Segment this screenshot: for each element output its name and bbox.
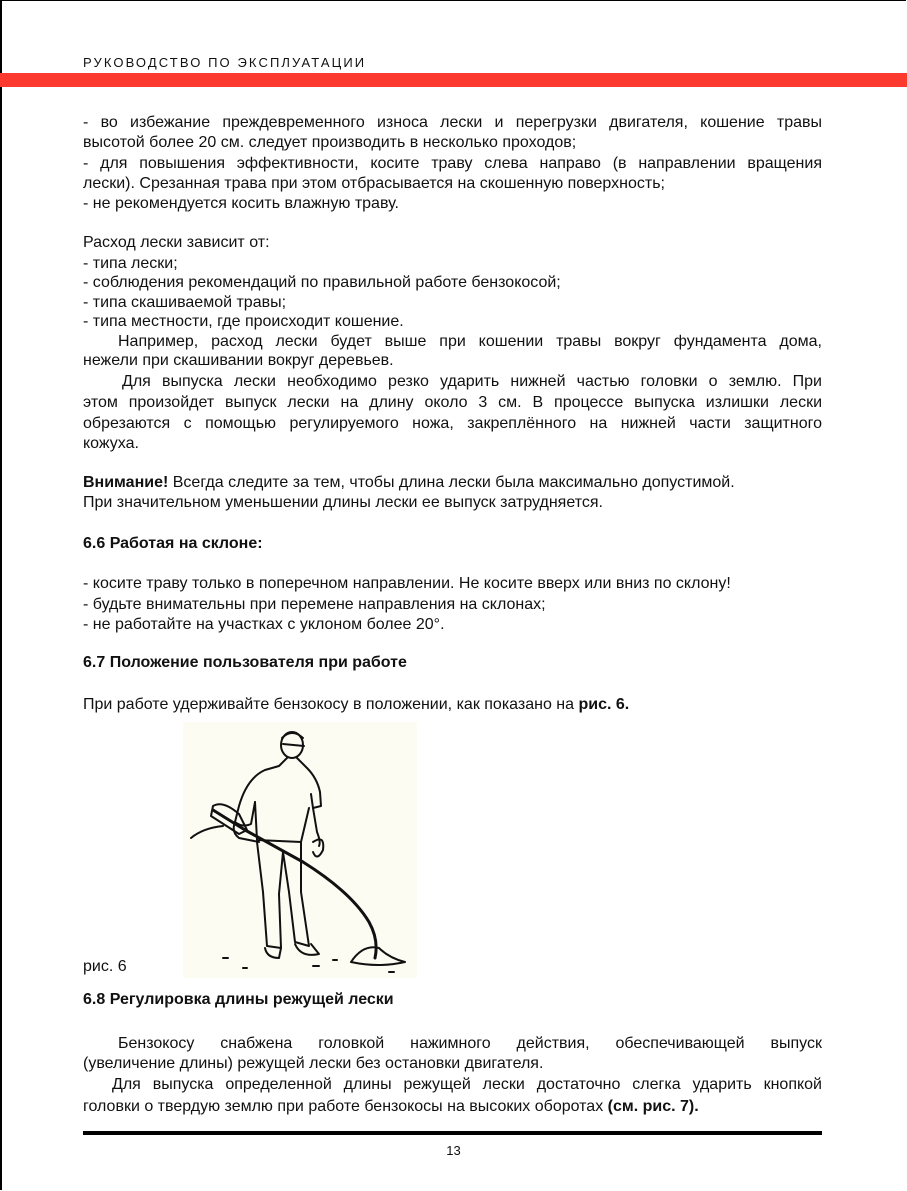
figure-reference: (см. рис. 7). — [607, 1098, 699, 1115]
warning-text: Всегда следите за тем, чтобы длина лески была максимально допустимой. — [168, 474, 735, 491]
section-heading: 6.7 Положение пользователя при работе — [83, 654, 407, 671]
header-accent-bar — [0, 73, 907, 87]
text-line — [83, 1097, 822, 1117]
warning-label: Внимание! — [83, 474, 169, 491]
text-line: кожуха. — [83, 435, 139, 452]
list-item: - косите траву только в поперечном направлении. Не косите вверх или вниз по склону! — [83, 575, 731, 592]
text-line: Для выпуска определенной длины режущей лески достаточно слегка ударить кнопкой — [112, 1076, 822, 1093]
text-line: высотой более 20 см. следует производить в несколько проходов; — [83, 134, 577, 151]
text-line: лески). Срезанная трава при этом отбрасывается на скошенную поверхность; — [83, 175, 665, 192]
text-line — [83, 695, 822, 715]
text-line: - не рекомендуется косить влажную траву. — [83, 195, 399, 212]
warning-line: При значительном уменьшении длины лески ее выпуск затрудняется. — [83, 494, 603, 511]
text-line: нежели при скашивании вокруг деревьев. — [83, 352, 394, 369]
text-line: (увеличение длины) режущей лески без остановки двигателя. — [83, 1055, 544, 1072]
list-item: - не работайте на участках с уклоном более 20°. — [83, 616, 445, 633]
text-line: Например, расход лески будет выше при кошении травы вокруг фундамента дома, — [118, 333, 822, 350]
text-line: Для выпуска лески необходимо резко ударить нижней частью головки о землю. При — [122, 373, 822, 390]
list-item: - будьте внимательны при перемене направления на склонах; — [83, 596, 546, 613]
footer-rule — [83, 1131, 822, 1135]
text-line: - типа скашиваемой травы; — [83, 294, 287, 311]
text-line: - во избежание преждевременного износа лески и перегрузки двигателя, кошение травы — [83, 114, 822, 131]
text-line: Бензокосу снабжена головкой нажимного действия, обеспечивающей выпуск — [118, 1035, 822, 1052]
text: При работе удерживайте бензокосу в положении, как показано на — [83, 696, 579, 713]
section-heading: 6.8 Регулировка длины режущей лески — [83, 991, 394, 1008]
figure-caption: рис. 6 — [83, 958, 127, 975]
text-line: - соблюдения рекомендаций по правильной работе бензокосой; — [83, 274, 561, 291]
figure-reference: рис. 6. — [578, 696, 630, 713]
text-line: Расход лески зависит от: — [83, 234, 270, 251]
text-line: - для повышения эффективности, косите траву слева направо (в направлении вращения — [83, 155, 822, 172]
warning-line — [83, 473, 822, 493]
section-heading: 6.6 Работая на склоне: — [83, 535, 263, 552]
text-line: этом произойдет выпуск лески на длину около 3 см. В процессе выпуска излишки лески — [83, 394, 822, 411]
running-header: РУКОВОДСТВО ПО ЭКСПЛУАТАЦИИ — [83, 55, 367, 70]
figure-man-with-trimmer — [183, 722, 417, 978]
text-line: обрезаются с помощью регулируемого ножа, закреплённого на нижней части защитного — [83, 415, 822, 432]
text: головки о твердую землю при работе бензокосы на высоких оборотах — [83, 1098, 608, 1115]
text-line: - типа лески; — [83, 255, 178, 272]
page-number: 13 — [446, 1143, 461, 1158]
text-line: - типа местности, где происходит кошение. — [83, 313, 404, 330]
